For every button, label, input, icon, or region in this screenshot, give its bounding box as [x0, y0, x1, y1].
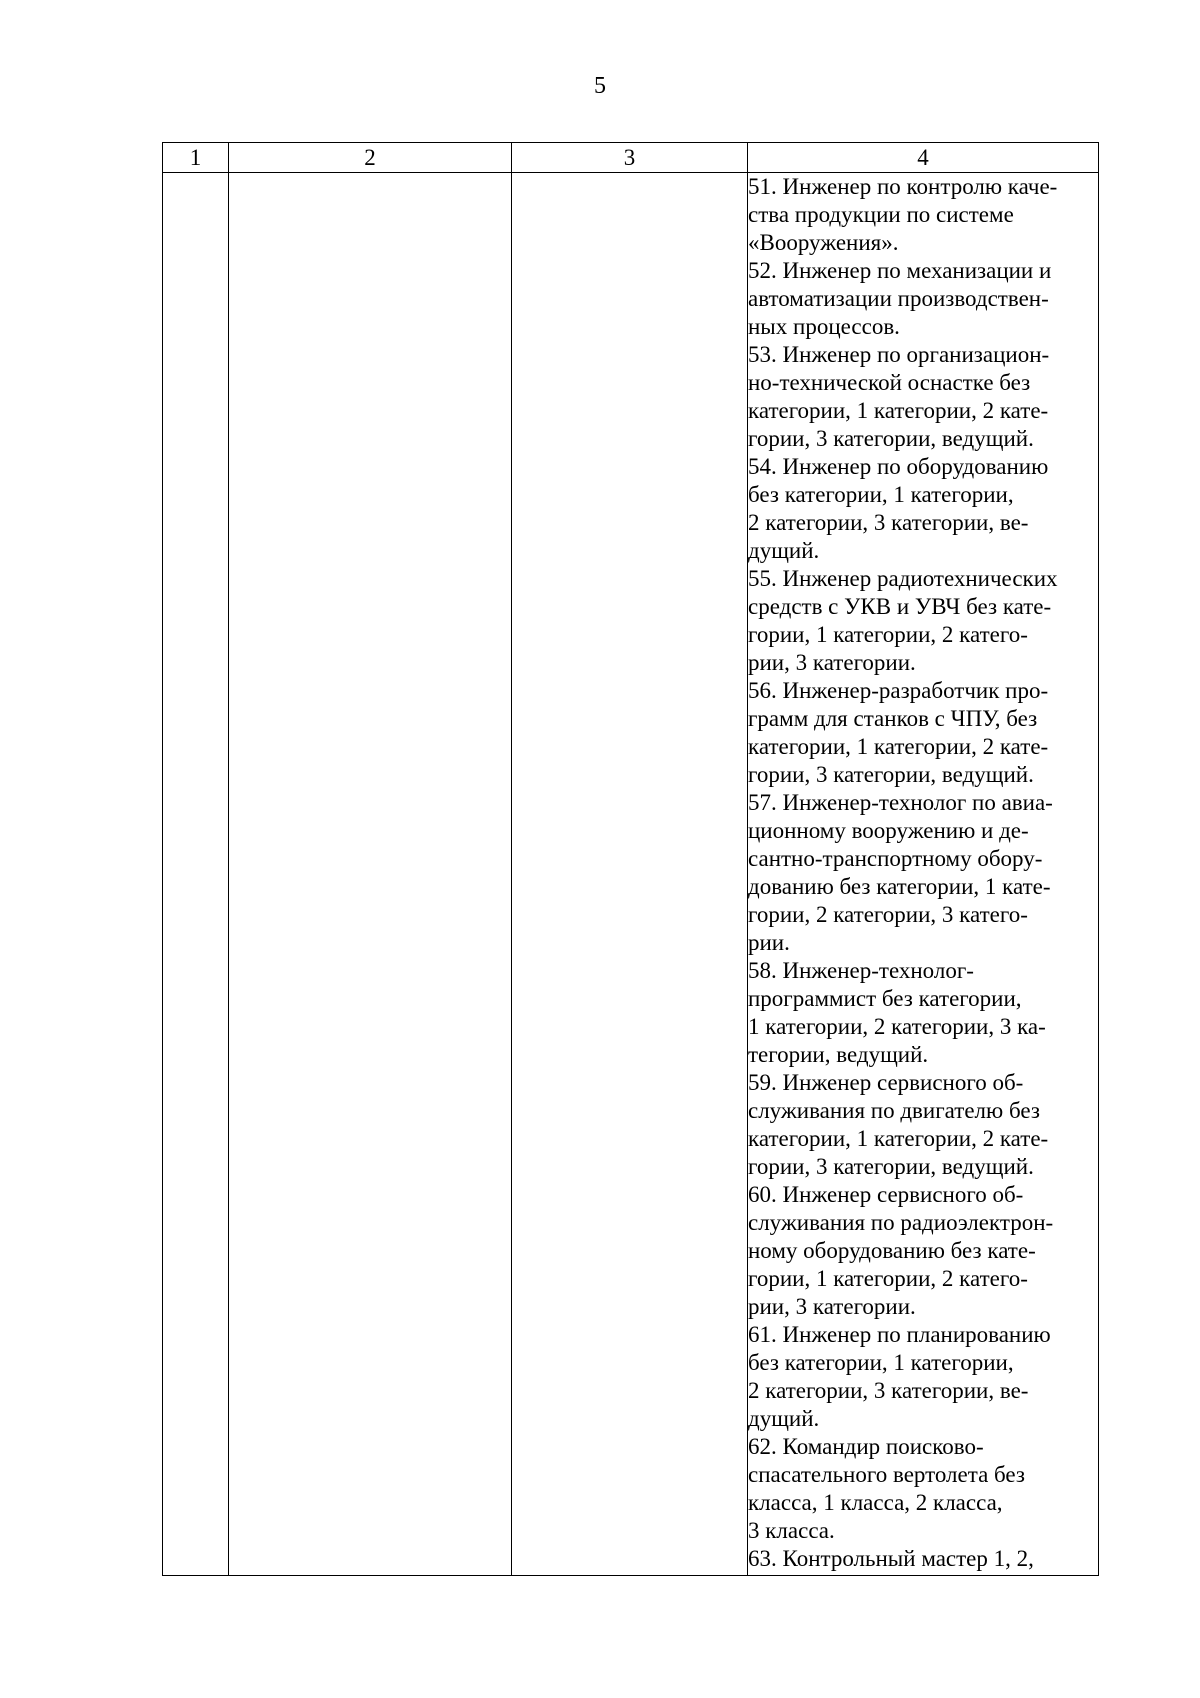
position-entry — [748, 1181, 1098, 1321]
entry-line: сантно-транспортному обору- — [748, 846, 1043, 871]
entry-line: гории, 3 категории, ведущий. — [748, 426, 1034, 451]
table-body-row — [163, 173, 1099, 1576]
entry-line: 59. Инженер сервисного об- — [748, 1070, 1024, 1095]
position-entry — [748, 453, 1098, 565]
entry-line: служивания по радиоэлектрон- — [748, 1210, 1054, 1235]
entry-line: тегории, ведущий. — [748, 1042, 929, 1067]
entry-line: гории, 3 категории, ведущий. — [748, 1154, 1034, 1179]
position-entry — [748, 173, 1098, 257]
entry-line: класса, 1 класса, 2 класса, — [748, 1490, 1003, 1515]
entry-line: 54. Инженер по оборудованию — [748, 454, 1049, 479]
entry-line: 57. Инженер-технолог по авиа- — [748, 790, 1053, 815]
entry-line: 53. Инженер по организацион- — [748, 342, 1050, 367]
position-list — [748, 173, 1098, 1573]
page-number: 5 — [594, 73, 606, 99]
position-entry — [748, 1433, 1098, 1545]
position-entry — [748, 789, 1098, 957]
position-entry — [748, 1545, 1098, 1573]
entry-line: ных процессов. — [748, 314, 900, 339]
entry-line: 51. Инженер по контролю каче- — [748, 174, 1058, 199]
entry-line: программист без категории, — [748, 986, 1022, 1011]
positions-table — [162, 142, 1099, 1576]
entry-line: спасательного вертолета без — [748, 1462, 1025, 1487]
entry-line: дованию без категории, 1 кате- — [748, 874, 1051, 899]
entry-line: дущий. — [748, 538, 820, 563]
entry-line: 2 категории, 3 категории, ве- — [748, 1378, 1029, 1403]
entry-line: гории, 3 категории, ведущий. — [748, 762, 1034, 787]
entry-line: 2 категории, 3 категории, ве- — [748, 510, 1029, 535]
entry-line: 55. Инженер радиотехнических — [748, 566, 1058, 591]
entry-line: категории, 1 категории, 2 кате- — [748, 734, 1049, 759]
position-entry — [748, 957, 1098, 1069]
entry-line: 58. Инженер-технолог- — [748, 958, 974, 983]
column-2-cell — [229, 173, 512, 1576]
header-cell-4: 4 — [748, 143, 1099, 173]
column-4-cell — [748, 173, 1099, 1576]
entry-line: дущий. — [748, 1406, 820, 1431]
position-entry — [748, 565, 1098, 677]
entry-line: 60. Инженер сервисного об- — [748, 1182, 1024, 1207]
position-entry — [748, 341, 1098, 453]
header-cell-3: 3 — [512, 143, 748, 173]
position-entry — [748, 257, 1098, 341]
entry-line: но-технической оснастке без — [748, 370, 1031, 395]
entry-line: средств с УКВ и УВЧ без кате- — [748, 594, 1052, 619]
entry-line: без категории, 1 категории, — [748, 482, 1014, 507]
entry-line: 61. Инженер по планированию — [748, 1322, 1051, 1347]
header-cell-1: 1 — [163, 143, 229, 173]
entry-line: 62. Командир поисково- — [748, 1434, 984, 1459]
entry-line: категории, 1 категории, 2 кате- — [748, 1126, 1049, 1151]
entry-line: рии, 3 категории. — [748, 650, 916, 675]
entry-line: 3 класса. — [748, 1518, 835, 1543]
entry-line: ному оборудованию без кате- — [748, 1238, 1036, 1263]
entry-line: гории, 1 категории, 2 катего- — [748, 622, 1028, 647]
position-entry — [748, 677, 1098, 789]
entry-line: категории, 1 категории, 2 кате- — [748, 398, 1049, 423]
entry-line: 63. Контрольный мастер 1, 2, — [748, 1546, 1034, 1571]
column-1-cell — [163, 173, 229, 1576]
entry-line: гории, 1 категории, 2 катего- — [748, 1266, 1028, 1291]
position-entry — [748, 1069, 1098, 1181]
column-3-cell — [512, 173, 748, 1576]
entry-line: грамм для станков с ЧПУ, без — [748, 706, 1038, 731]
entry-line: рии, 3 категории. — [748, 1294, 916, 1319]
position-entry — [748, 1321, 1098, 1433]
entry-line: 56. Инженер-разработчик про- — [748, 678, 1049, 703]
table-header-row — [163, 143, 1099, 173]
entry-line: ства продукции по системе — [748, 202, 1014, 227]
entry-line: автоматизации производствен- — [748, 286, 1049, 311]
entry-line: рии. — [748, 930, 790, 955]
entry-line: без категории, 1 категории, — [748, 1350, 1014, 1375]
entry-line: гории, 2 категории, 3 катего- — [748, 902, 1028, 927]
entry-line: «Вооружения». — [748, 230, 899, 255]
entry-line: ционному вооружению и де- — [748, 818, 1029, 843]
entry-line: 52. Инженер по механизации и — [748, 258, 1052, 283]
header-cell-2: 2 — [229, 143, 512, 173]
entry-line: служивания по двигателю без — [748, 1098, 1040, 1123]
entry-line: 1 категории, 2 категории, 3 ка- — [748, 1014, 1046, 1039]
